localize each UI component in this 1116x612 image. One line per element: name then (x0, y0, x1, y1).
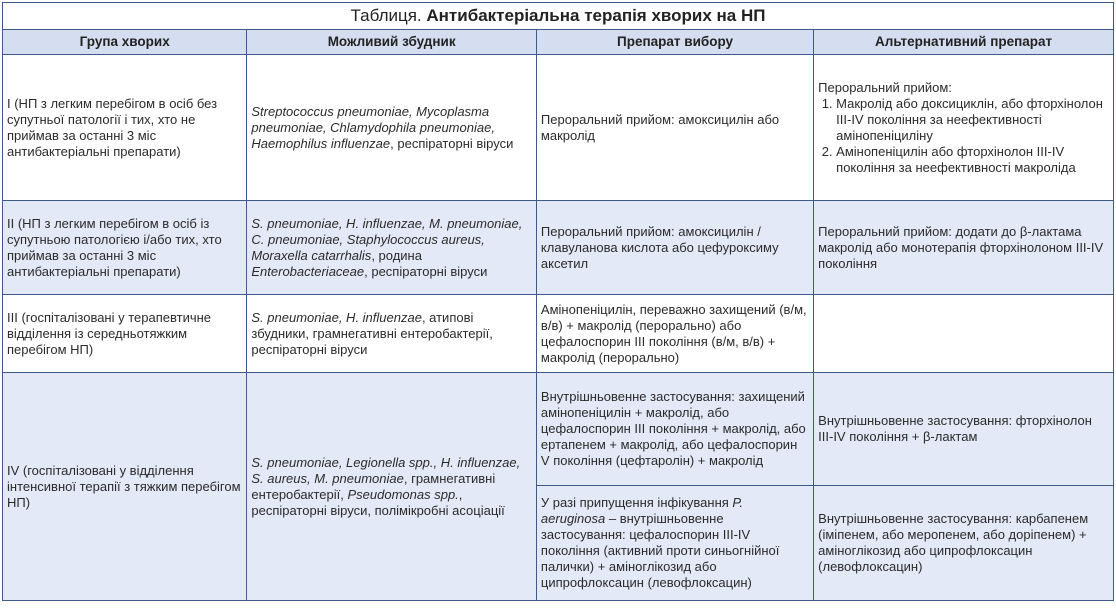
alternative-cell: Внутрішньовенне застосування: фторхінолон III-IV покоління + β-лактам (814, 373, 1114, 486)
choice-cell: Пероральний прийом: амоксицилін / клавуланова кислота або цефуроксиму аксетил (536, 201, 813, 295)
group-cell: II (НП з легким перебігом в осіб із супутньою патологією і/або тих, хто приймав за останні 3 міс антибактеріальні препарати) (3, 201, 247, 295)
table-row (3, 201, 1114, 295)
header-row (3, 30, 1114, 55)
alt-list (818, 96, 1109, 176)
header-group: Група хворих (3, 30, 247, 55)
pathogen-cell (247, 295, 537, 373)
group-cell: I (НП з легким перебігом в осіб без супутньої патології і тих, хто не приймав за останні 3 міс антибактеріальні препарати) (3, 55, 247, 201)
pathogen-text: , респіраторні віруси (390, 135, 514, 151)
pathogen-cell (247, 55, 537, 201)
choice-cell: Пероральний прийом: амоксицилін або макролід (536, 55, 813, 201)
choice-cell (536, 486, 813, 601)
table-row (3, 295, 1114, 373)
header-alternative: Альтернативний препарат (814, 30, 1114, 55)
pathogen-cell (247, 373, 537, 601)
alternative-cell (814, 55, 1114, 201)
title-main: Антибактеріальна терапія хворих на НП (426, 6, 766, 25)
table-title (2, 2, 1114, 29)
choice-cell: Амінопеніцилін, переважно захищений (в/м, в/в) + макролід (перорально) або цефалоспорин III покоління (в/м, в/в) + макролід (перорально) (536, 295, 813, 373)
pathogen-italic: Enterobacteriaceae (251, 263, 365, 279)
therapy-table-page (2, 2, 1114, 608)
choice-text: – внутрішньовенне застосування: цефалоспорин III-IV покоління (активний проти синьогнійної палички) + аміноглікозид або ципрофлоксацин (левофлоксацин) (540, 511, 780, 590)
pathogen-text: , респіраторні віруси, полімікробні асоціації (251, 486, 505, 518)
table-row (3, 373, 1114, 486)
choice-cell: Внутрішньовенне застосування: захищений амінопеніцилін + макролід, або цефалоспорин III покоління + макролід, або ертапенем + макролід, або цефалоспорин V покоління (цефтаролін) + макролід (536, 373, 813, 486)
pathogen-italic: S. pneumoniae, H. influenzae (251, 309, 422, 325)
alternative-cell (814, 295, 1114, 373)
pathogen-italic: Pseudomonas spp. (347, 486, 459, 502)
pathogen-italic: S. pneumoniae, Legionella spp., H. influenzae, S. aureus, M. pneumoniae (251, 454, 521, 486)
pathogen-text: , атипові збудники, грамнегативні ентеробактерії, респіраторні віруси (251, 309, 493, 357)
pathogen-text: , грамнегативні ентеробактерії, (251, 470, 496, 502)
choice-italic: P. aeruginosa (540, 495, 744, 526)
header-pathogen: Можливий збудник (247, 30, 537, 55)
alternative-cell: Пероральний прийом: додати до β-лактама макролід або монотерапія фторхінолоном III-IV покоління (814, 201, 1114, 295)
list-item: 1. Макролід або доксициклін, або фторхінолон III-IV покоління за неефективності амінопеніциліну (836, 96, 1109, 144)
group-cell: IV (госпіталізовані у відділення інтенсивної терапії з тяжким перебігом НП) (3, 373, 247, 601)
pathogen-cell (247, 201, 537, 295)
pathogen-text: , респіраторні віруси (364, 263, 488, 279)
alternative-cell: Внутрішньовенне застосування: карбапенем (іміпенем, або меропенем, або доріпенем) + аміноглікозид або ципрофлоксацин (левофлоксацин) (814, 486, 1114, 601)
pathogen-italic: Streptococcus pneumoniae, Mycoplasma pneumoniae, Chlamydophila pneumoniae, Haemophilus influenzae (251, 103, 495, 151)
pathogen-italic: S. pneumoniae, H. influenzae, M. pneumoniae, C. pneumoniae, Staphylococcus aureus, Moraxella catarrhalis (251, 215, 523, 263)
pathogen-text: , родина (371, 247, 422, 263)
alt-intro: Пероральний прийом: (818, 79, 952, 95)
header-choice: Препарат вибору (536, 30, 813, 55)
table-row (3, 55, 1114, 201)
title-prefix: Таблиця. (350, 6, 427, 25)
group-cell: III (госпіталізовані у терапевтичне відділення із середньотяжким перебігом НП) (3, 295, 247, 373)
list-item: 2. Амінопеніцилін або фторхінолон III-IV покоління за неефективності макроліда (836, 144, 1109, 176)
choice-text: У разі припущення інфікування (540, 495, 733, 510)
therapy-table (2, 29, 1114, 601)
